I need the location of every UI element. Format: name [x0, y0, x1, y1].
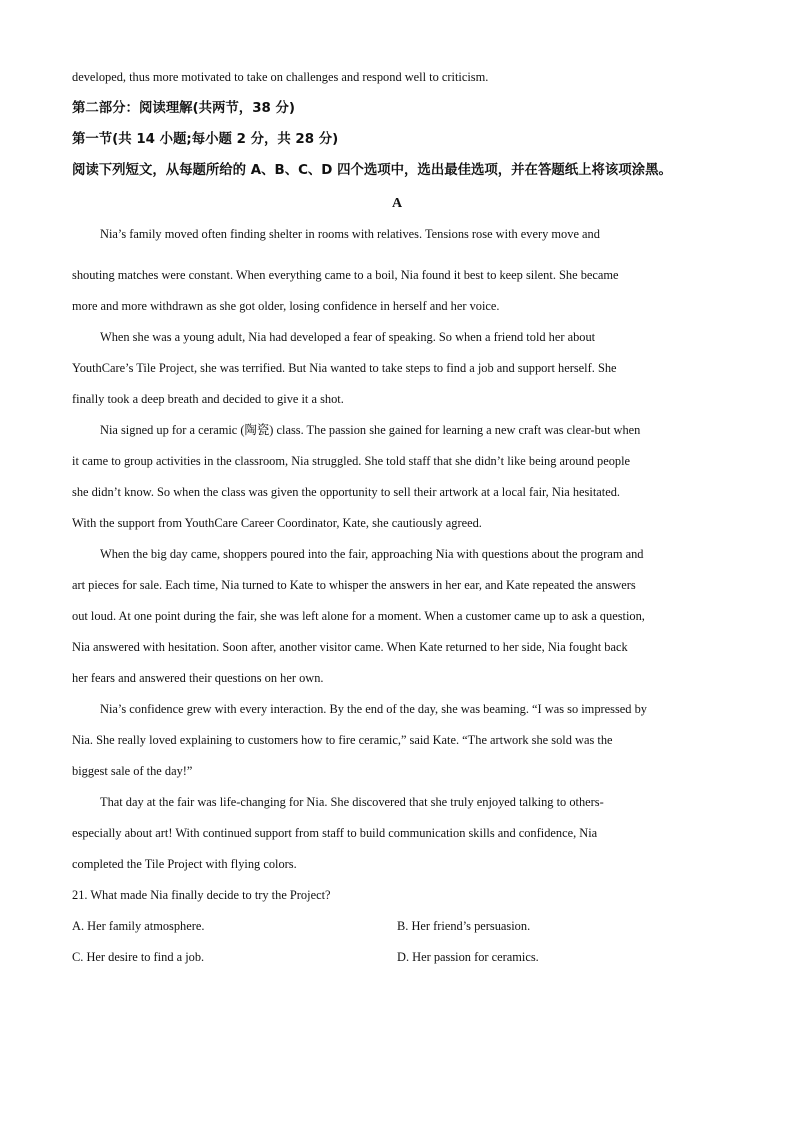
instructions: 阅读下列短文，从每题所给的 A、B、C、D 四个选项中，选出最佳选项，并在答题纸上将该项涂黑。 [72, 163, 672, 178]
passage-line: especially about art! With continued support from staff to build communication skills and confidence, Nia [72, 826, 598, 840]
option-a[interactable]: A. Her family atmosphere. [72, 919, 205, 933]
passage-line: her fears and answered their questions on her own. [72, 671, 324, 685]
passage-line: That day at the fair was life-changing for Nia. She discovered that she truly enjoyed talking to others- [100, 795, 604, 809]
passage-line: Nia. She really loved explaining to customers how to fire ceramic,” said Kate. “The artwork she sold was the [72, 733, 613, 747]
question-stem: 21. What made Nia finally decide to try the Project? [72, 888, 331, 902]
passage-line: finally took a deep breath and decided to give it a shot. [72, 392, 344, 406]
options-row-2 [72, 942, 722, 973]
passage-line: Nia signed up for a ceramic (陶瓷) class. The passion she gained for learning a new craft was clear-but when [100, 423, 641, 437]
passage-line: more and more withdrawn as she got older, losing confidence in herself and her voice. [72, 299, 500, 313]
passage [72, 219, 722, 880]
intro-line: developed, thus more motivated to take on challenges and respond well to criticism. [72, 70, 489, 84]
question-21 [72, 880, 722, 973]
passage-line: Nia’s confidence grew with every interaction. By the end of the day, she was beaming. “I was so impressed by [100, 702, 647, 716]
passage-line: Nia’s family moved often finding shelter in rooms with relatives. Tensions rose with every move and [100, 227, 600, 241]
passage-title: A [391, 196, 403, 211]
options-row-1 [72, 911, 722, 942]
passage-line: Nia answered with hesitation. Soon after, another visitor came. When Kate returned to her side, Nia fought back [72, 640, 628, 654]
passage-line: When the big day came, shoppers poured into the fair, approaching Nia with questions about the program and [100, 547, 644, 561]
passage-line: When she was a young adult, Nia had developed a fear of speaking. So when a friend told her about [100, 330, 596, 344]
option-b[interactable]: B. Her friend’s persuasion. [397, 919, 531, 933]
option-d[interactable]: D. Her passion for ceramics. [397, 950, 539, 964]
part2-heading: 第二部分：阅读理解(共两节，38 分) [72, 101, 296, 116]
passage-line: completed the Tile Project with flying colors. [72, 857, 297, 871]
exam-page [72, 62, 722, 973]
section1-heading: 第一节(共 14 小题;每小题 2 分，共 28 分) [72, 132, 339, 147]
passage-line: shouting matches were constant. When everything came to a boil, Nia found it best to keep silent. She became [72, 268, 619, 282]
passage-line: out loud. At one point during the fair, she was left alone for a moment. When a customer came up to ask a question, [72, 609, 645, 623]
passage-line: it came to group activities in the classroom, Nia struggled. She told staff that she didn’t like being around people [72, 454, 631, 468]
passage-line: biggest sale of the day!” [72, 764, 193, 778]
passage-line: art pieces for sale. Each time, Nia turned to Kate to whisper the answers in her ear, and Kate repeated the answers [72, 578, 636, 592]
passage-line: With the support from YouthCare Career Coordinator, Kate, she cautiously agreed. [72, 516, 482, 530]
passage-line: YouthCare’s Tile Project, she was terrified. But Nia wanted to take steps to find a job and support herself. She [72, 361, 617, 375]
passage-line: she didn’t know. So when the class was given the opportunity to sell their artwork at a local fair, Nia hesitated. [72, 485, 621, 499]
option-c[interactable]: C. Her desire to find a job. [72, 950, 205, 964]
